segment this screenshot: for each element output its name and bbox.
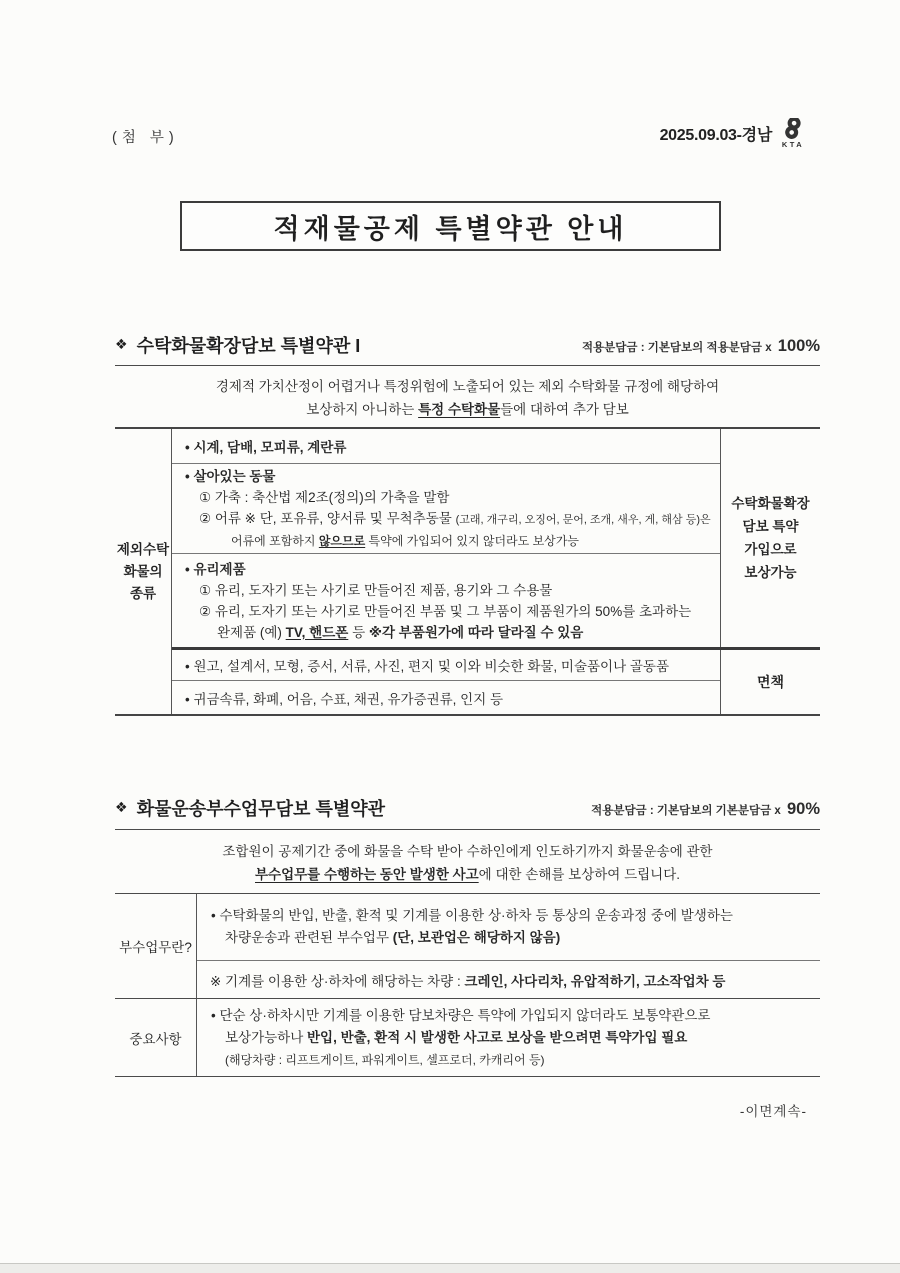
excluded-cargo-table — [115, 427, 820, 716]
scan-edge-strip — [0, 1263, 900, 1273]
diamond-marker-icon: ❖ — [115, 335, 128, 352]
ancillary-work-table — [115, 893, 820, 1077]
section1-fee-value: 100% — [777, 337, 820, 355]
document-title: 적재물공제 특별약관 안내 — [273, 213, 628, 244]
section2-fee — [591, 800, 820, 821]
kta-logo-text: KTA — [781, 140, 805, 149]
table-row-precious-metals: • 귀금속류, 화폐, 어음, 수표, 채권, 유가증권류, 인지 등 — [185, 691, 504, 707]
section2-title: 화물운송부수업무담보 특별약관 — [136, 799, 385, 819]
title-box — [180, 201, 721, 251]
doc-ref-date: 2025.09.03-경남 — [659, 126, 772, 144]
section2-fee-prefix: 적용분담금 : 기본담보의 기본분담금 x — [591, 805, 781, 817]
section1-divider — [115, 365, 820, 366]
excluded-cargo-row-header: 제외수탁 화물의 종류 — [115, 429, 172, 714]
exemption-cell: 면책 — [720, 650, 820, 714]
kta-logo — [780, 118, 806, 149]
table-row-ancillary-definition: • 수탁화물의 반입, 반출, 환적 및 기계를 이용한 상·하차 등 통상의 운송과정 중에 발생하는 차량운송과 관련된 부수업무 (단, 보관업은 해당하지 않음) — [197, 894, 820, 961]
section2-desc-line2: 부수업무를 수행하는 동안 발생한 사고에 대한 손해를 보상하여 드립니다. — [255, 867, 680, 882]
table-row-machine-vehicles: ※ 기계를 이용한 상·하차에 해당하는 차량 : 크레인, 사다리차, 유압적하기, 고소작업차 등 — [197, 961, 820, 999]
attachment-label: (첨 부) — [112, 130, 179, 146]
ancillary-work-label: 부수업무란? — [115, 894, 197, 999]
important-note-label: 중요사항 — [115, 999, 197, 1076]
section1-fee-prefix: 적용분담금 : 기본담보의 적용분담금 x — [581, 342, 772, 354]
section2-fee-value: 90% — [786, 800, 820, 818]
emphasized-cargo-term: 특정 수탁화물 — [418, 402, 501, 417]
table-row-watches: • 시계, 담배, 모피류, 계란류 — [172, 429, 720, 464]
section1-header — [115, 332, 820, 358]
section1-title: 수탁화물확장담보 특별약관 I — [136, 336, 361, 356]
section2-header — [115, 795, 820, 821]
continue-note: -이면계속- — [739, 1104, 807, 1119]
table-row-manuscripts: • 원고, 설계서, 모형, 증서, 서류, 사진, 편지 및 이와 비슷한 화물, 미술품이나 골동품 — [172, 650, 720, 681]
table-row-glass-products: • 유리제품 ① 유리, 도자기 또는 사기로 만들어진 제품, 용기와 그 수용물 ② 유리, 도자기 또는 사기로 만들어진 부품 및 그 부품이 제품원가의 50%를 초과하는 완제품 (예) TV, 핸드폰 등 ※각 부품원가에 따라 달라질 수 있음 — [185, 561, 692, 640]
emphasized-accident-term: 부수업무를 수행하는 동안 발생한 사고 — [255, 867, 479, 882]
section1-fee — [582, 337, 820, 358]
section1-description — [115, 375, 820, 421]
section1-desc-line1: 경제적 가치산정이 어렵거나 특정위험에 노출되어 있는 제외 수탁화물 규정에 해당하여 — [215, 379, 720, 394]
diamond-marker-icon: ❖ — [115, 798, 128, 815]
coverage-possible-cell: 수탁화물확장 담보 특약 가입으로 보상가능 — [720, 429, 820, 647]
table-row-important-note: • 단순 상·하차시만 기계를 이용한 담보차량은 특약에 가입되지 않더라도 보통약관으로 보상가능하나 반입, 반출, 환적 시 발생한 사고로 보상을 받으려면 특약가입 필요 (해당차량 : 리프트게이트, 파워게이트, 셀프로더, 카캐리어 등) — [211, 1007, 711, 1067]
section2-divider — [115, 829, 820, 830]
doc-ref-row — [660, 118, 806, 149]
section1-desc-line2: 보상하지 아니하는 특정 수탁화물들에 대하여 추가 담보 — [306, 402, 629, 417]
section2-description — [115, 840, 820, 886]
table-row-live-animals: • 살아있는 동물 ① 가축 : 축산법 제2조(정의)의 가축을 말함 ② 어류 ※ 단, 포유류, 양서류 및 무척추동물 (고래, 개구리, 오징어, 문어, 조개, 새우, 게, 해삼 등)은 어류에 포함하지 않으므로 특약에 가입되어 있지 않더라도 보상가능 — [172, 464, 720, 554]
section1-heading — [115, 332, 360, 358]
kta-double-ring-icon — [780, 118, 806, 140]
section2-heading — [115, 795, 385, 821]
section2-desc-line1: 조합원이 공제기간 중에 화물을 수탁 받아 수하인에게 인도하기까지 화물운송에 관한 — [222, 844, 713, 859]
